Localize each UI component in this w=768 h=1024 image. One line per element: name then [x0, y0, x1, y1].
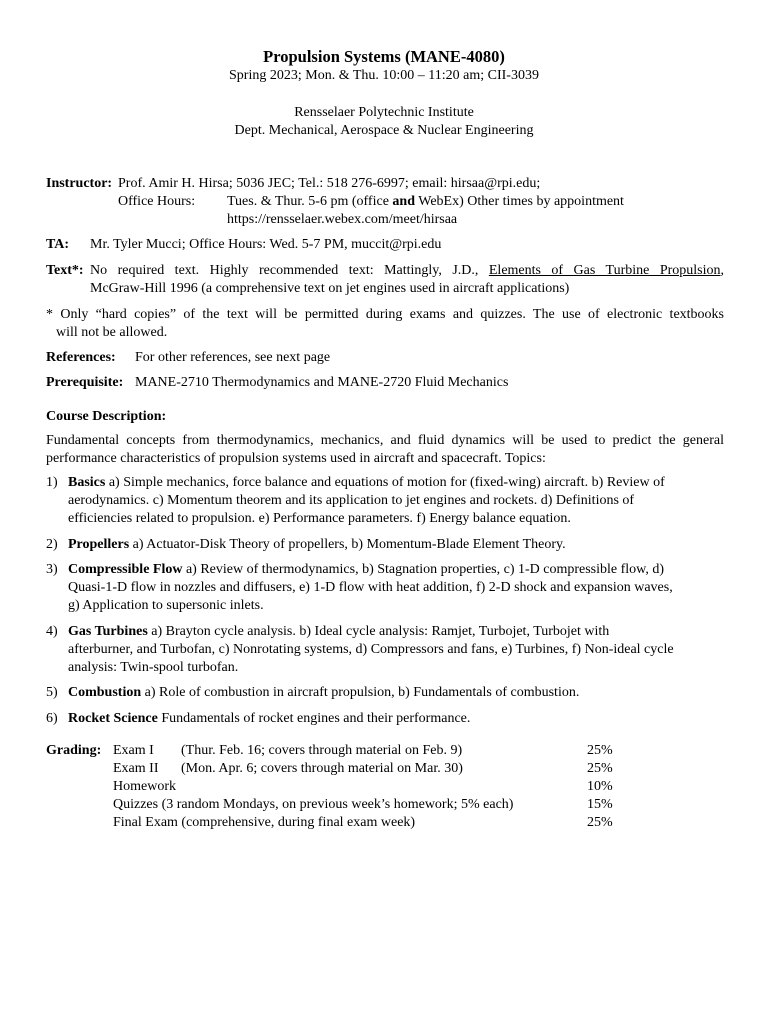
- instructor-label: Instructor:: [46, 176, 113, 191]
- topic-number: 5): [46, 685, 58, 700]
- grading-label: Grading:: [46, 743, 102, 758]
- ta-value: Mr. Tyler Mucci; Office Hours: Wed. 5-7 PM, muccit@rpi.edu: [90, 237, 442, 252]
- grading-item-weight: 25%: [587, 743, 613, 758]
- office-hours-text-2: WebEx) Other times by appointment: [414, 194, 624, 209]
- ta-label: TA:: [46, 237, 70, 252]
- topic-line: [68, 684, 724, 702]
- note-line-1: * Only “hard copies” of the text will be permitted during exams and quizzes. The use of electronic textbooks: [46, 307, 724, 322]
- topic-text: a) Brayton cycle analysis. b) Ideal cycle analysis: Ramjet, Turbojet, Turbojet with: [147, 624, 610, 639]
- references-value: For other references, see next page: [135, 350, 331, 365]
- course-description-line-1: Fundamental concepts from thermodynamics, mechanics, and fluid dynamics will be used to predict the general: [46, 433, 724, 448]
- text-line-1-post: ,: [720, 263, 724, 278]
- topic-text: a) Simple mechanics, force balance and equations of motion for (fixed-wing) aircraft. b) Review of: [105, 475, 665, 490]
- topic-line: efficiencies related to propulsion. e) Performance parameters. f) Energy balance equation.: [68, 511, 571, 526]
- text-line-1-pre: No required text. Highly recommended text: Mattingly, J.D.,: [90, 263, 489, 278]
- references-label: References:: [46, 350, 116, 365]
- topic-line: analysis: Twin-spool turbofan.: [68, 660, 239, 675]
- grading-item-name: Quizzes (3 random Mondays, on previous week’s homework; 5% each): [113, 797, 514, 812]
- topic-line: [68, 561, 724, 579]
- prerequisite-value: MANE-2710 Thermodynamics and MANE-2720 Fluid Mechanics: [135, 375, 509, 390]
- topic-text: a) Role of combustion in aircraft propulsion, b) Fundamentals of combustion.: [141, 685, 580, 700]
- office-hours-and: and: [392, 194, 415, 209]
- topic-text: a) Actuator-Disk Theory of propellers, b) Momentum-Blade Element Theory.: [129, 537, 566, 552]
- topic-line: g) Application to supersonic inlets.: [68, 598, 264, 613]
- topic-number: 3): [46, 562, 58, 577]
- textbook-title: Elements of Gas Turbine Propulsion: [488, 263, 721, 278]
- prerequisite-label: Prerequisite:: [46, 375, 124, 390]
- grading-item-weight: 25%: [587, 761, 613, 776]
- grading-item-weight: 15%: [587, 797, 613, 812]
- grading-item-name: Exam I: [113, 743, 154, 758]
- office-hours-value: [227, 193, 624, 210]
- grading-item-weight: 25%: [587, 815, 613, 830]
- topic-title: Gas Turbines: [68, 624, 148, 639]
- topic-line: [68, 536, 724, 554]
- grading-item-name: Homework: [113, 779, 176, 794]
- text-line-2: McGraw-Hill 1996 (a comprehensive text on jet engines used in aircraft applications): [90, 281, 570, 296]
- topic-line: aerodynamics. c) Momentum theorem and its application to jet engines and rockets. d) Definitions of: [68, 493, 635, 508]
- topic-number: 2): [46, 537, 58, 552]
- topic-title: Rocket Science: [68, 711, 158, 726]
- course-description-line-2: performance characteristics of propulsion systems used in aircraft and spacecraft. Topics:: [46, 451, 546, 466]
- instructor-value: Prof. Amir H. Hirsa; 5036 JEC; Tel.: 518 276-6997; email: hirsaa@rpi.edu;: [118, 176, 541, 191]
- topic-title: Propellers: [68, 537, 130, 552]
- topic-line: [68, 623, 724, 641]
- topic-title: Combustion: [68, 685, 142, 700]
- note-line-2: will not be allowed.: [56, 325, 168, 340]
- grading-item-name: Exam II: [113, 761, 159, 776]
- course-title: Propulsion Systems (MANE-4080): [263, 47, 505, 66]
- institute-name: Rensselaer Polytechnic Institute: [294, 105, 474, 120]
- topic-number: 1): [46, 475, 58, 490]
- topic-line: afterburner, and Turbofan, c) Nonrotating systems, d) Compressors and fans, e) Turbines, f) Non-ideal cycle: [68, 642, 674, 657]
- department-name: Dept. Mechanical, Aerospace & Nuclear Engineering: [234, 123, 534, 138]
- topic-line: Quasi-1-D flow in nozzles and diffusers, e) 1-D flow with heat addition, f) 2-D shock and expansion waves,: [68, 580, 673, 595]
- office-hours-label: Office Hours:: [118, 194, 196, 209]
- course-description-heading: Course Description:: [46, 409, 167, 424]
- text-label: Text*:: [46, 263, 84, 278]
- topic-line: [68, 710, 724, 728]
- topic-text: Fundamentals of rocket engines and their performance.: [157, 711, 471, 726]
- topic-text: a) Review of thermodynamics, b) Stagnation properties, c) 1-D compressible flow, d): [182, 562, 665, 577]
- topic-title: Basics: [68, 475, 106, 490]
- topic-number: 6): [46, 711, 58, 726]
- text-line-1: [90, 262, 724, 279]
- grading-item-weight: 10%: [587, 779, 613, 794]
- grading-item-detail: (Thur. Feb. 16; covers through material on Feb. 9): [181, 743, 463, 758]
- topic-title: Compressible Flow: [68, 562, 183, 577]
- webex-link: https://rensselaer.webex.com/meet/hirsaa: [227, 212, 458, 227]
- topic-line: [68, 474, 724, 492]
- grading-item-name: Final Exam (comprehensive, during final exam week): [113, 815, 416, 830]
- course-schedule: Spring 2023; Mon. & Thu. 10:00 – 11:20 am; CII-3039: [229, 68, 539, 83]
- grading-item-detail: (Mon. Apr. 6; covers through material on Mar. 30): [181, 761, 463, 776]
- topic-number: 4): [46, 624, 58, 639]
- office-hours-text: Tues. & Thur. 5-6 pm (office: [227, 194, 393, 209]
